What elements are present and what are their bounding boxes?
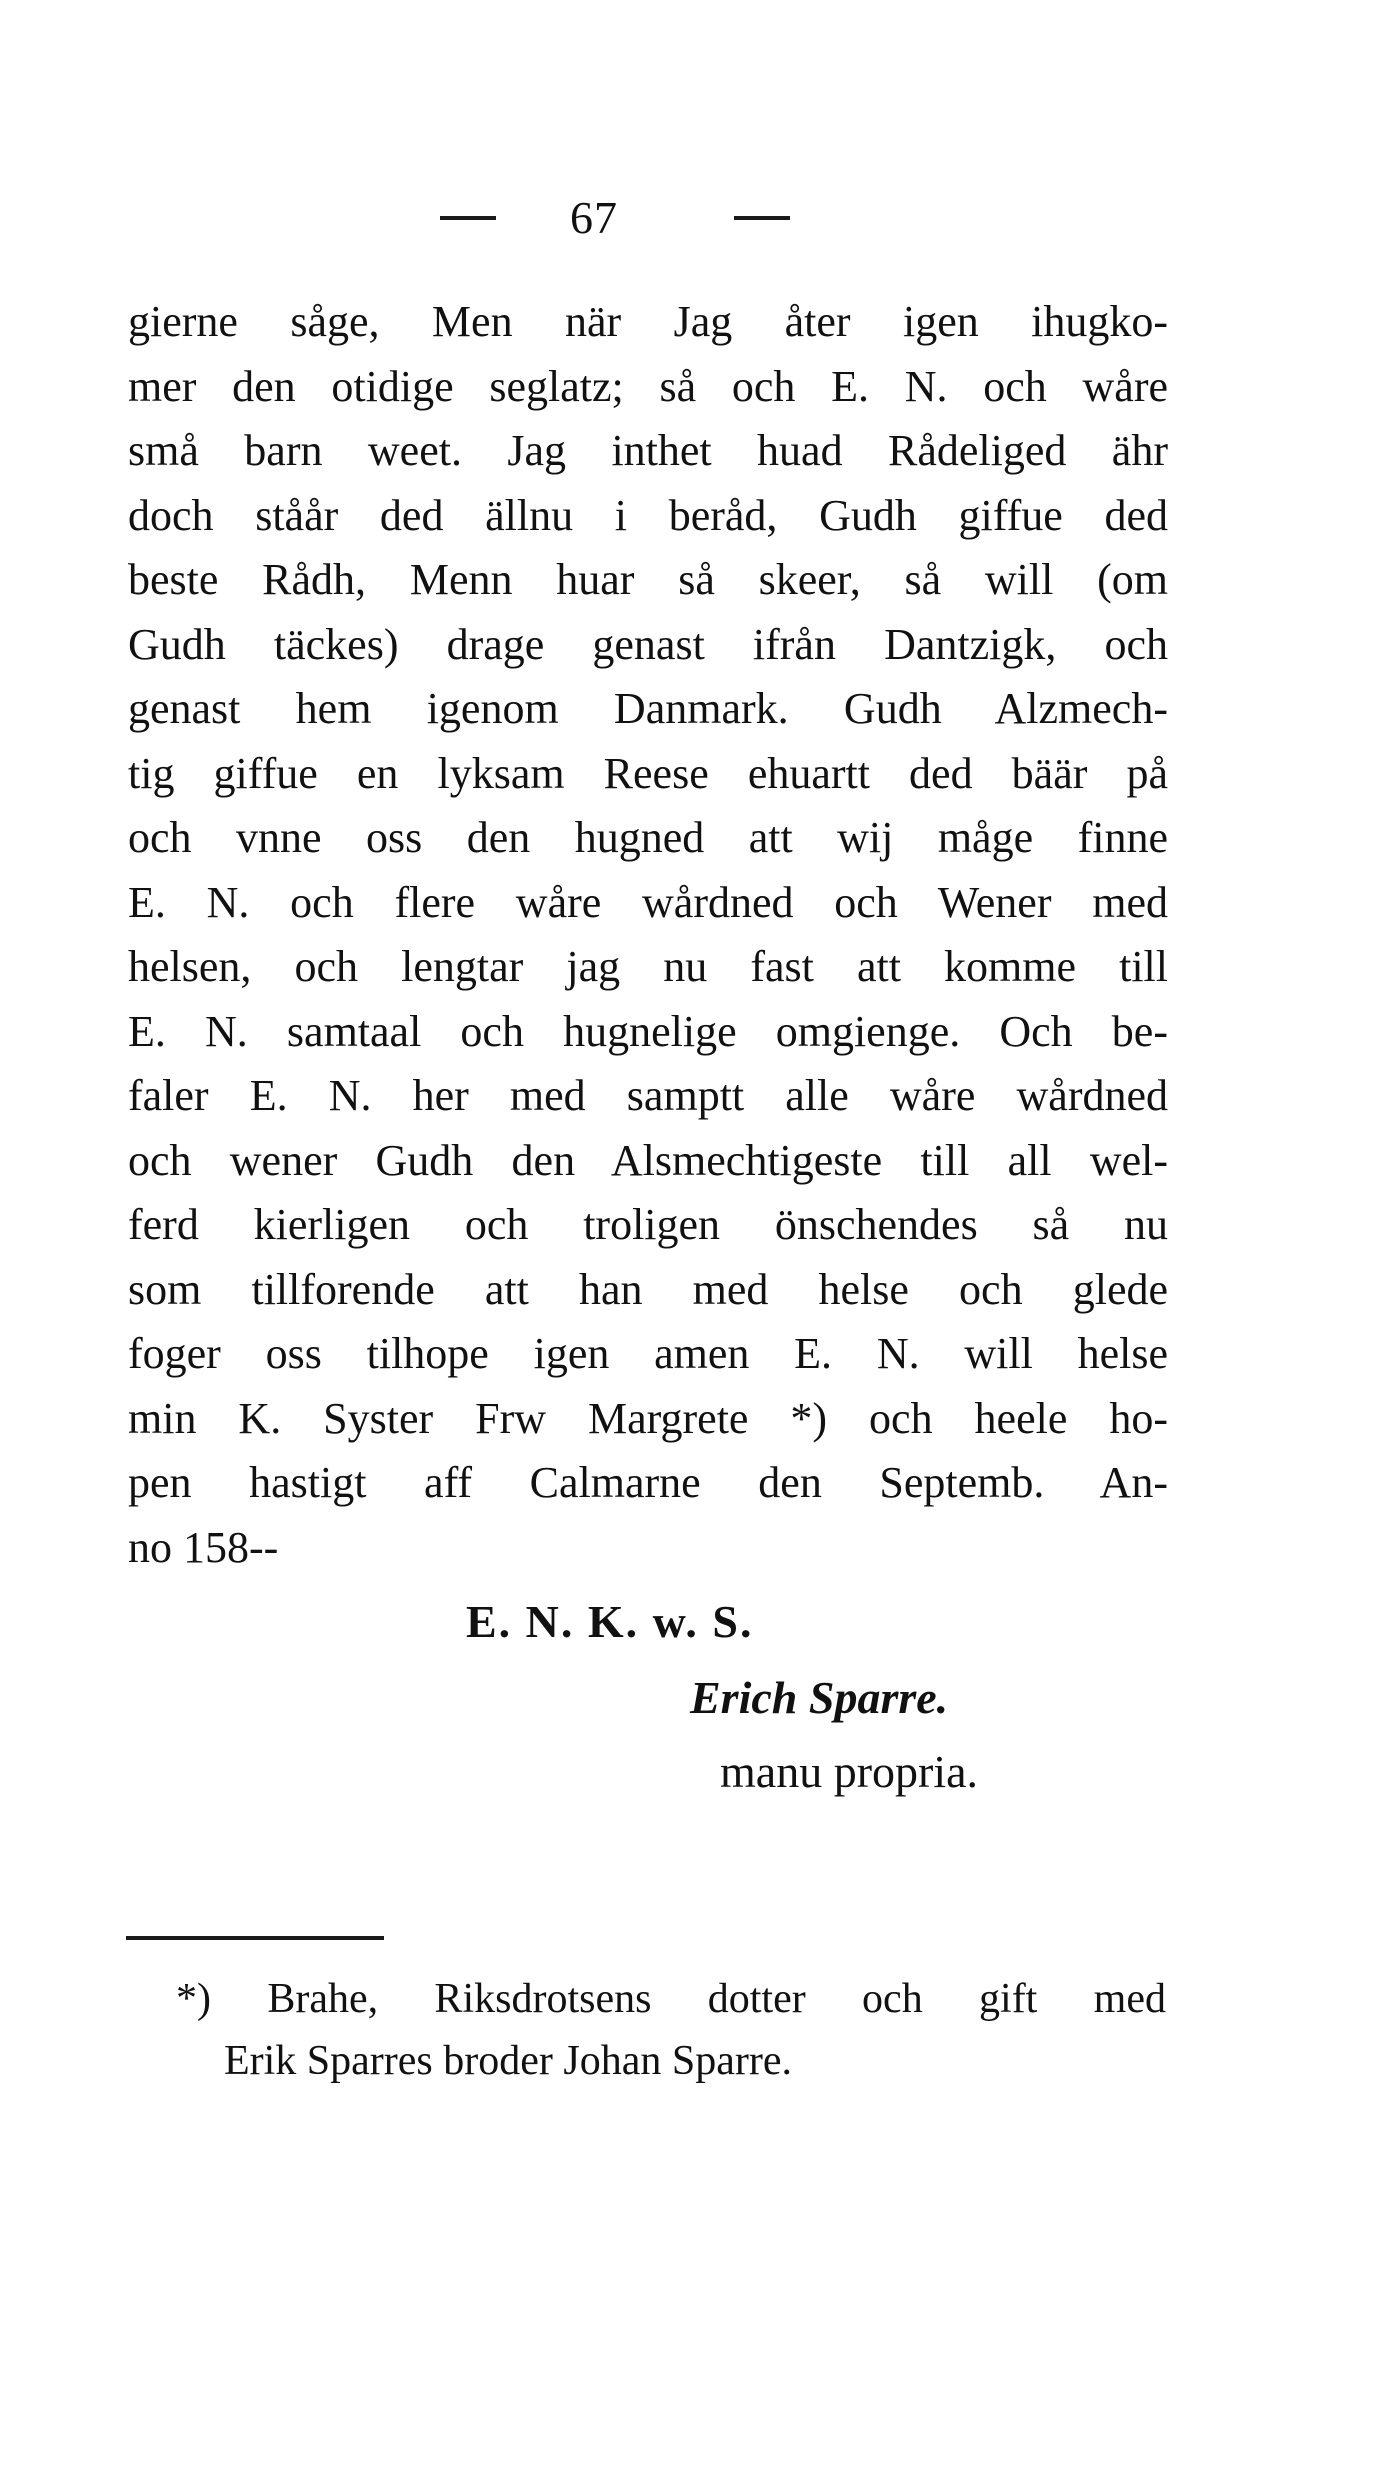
body-line: tig giffue en lyksam Reese ehuartt ded bäär på bbox=[128, 748, 1168, 798]
body-line: min K. Syster Frw Margrete *) och heele ho- bbox=[128, 1393, 1168, 1443]
body-line: doch ståår ded ällnu i beråd, Gudh giffue ded bbox=[128, 490, 1168, 540]
page-number: 67 bbox=[570, 192, 618, 243]
body-line: mer den otidige seglatz; så och E. N. och wåre bbox=[128, 361, 1168, 411]
body-line: faler E. N. her med samptt alle wåre wårdned bbox=[128, 1071, 1168, 1120]
manu-propria: manu propria. bbox=[720, 1746, 979, 1797]
letter-body bbox=[128, 290, 1168, 1580]
body-line: gierne såge, Men när Jag åter igen ihugko- bbox=[128, 297, 1168, 346]
body-line: som tillforende att han med helse och glede bbox=[128, 1264, 1168, 1314]
footnote-line: *) Brahe, Riksdrotsens dotter och gift med bbox=[176, 1976, 1166, 2022]
body-line: ferd kierligen och troligen önschendes så nu bbox=[128, 1200, 1168, 1249]
body-line: små barn weet. Jag inthet huad Rådeliged ähr bbox=[128, 426, 1168, 475]
body-line: beste Rådh, Menn huar så skeer, så will (om bbox=[128, 555, 1168, 604]
page-header bbox=[0, 188, 1400, 248]
body-line: och wener Gudh den Alsmechtigeste till all wel- bbox=[128, 1135, 1168, 1185]
body-line: Gudh täckes) drage genast ifrån Dantzigk, och bbox=[128, 619, 1168, 669]
closing-initials: E. N. K. w. S. bbox=[466, 1596, 754, 1647]
footnote bbox=[176, 1968, 1166, 2092]
body-line: och vnne oss den hugned att wij måge finne bbox=[128, 813, 1168, 862]
body-line: no 158-- bbox=[128, 1522, 279, 1572]
header-dash-right bbox=[734, 216, 790, 220]
signature-name: Erich Sparre. bbox=[690, 1672, 949, 1723]
body-line: helsen, och lengtar jag nu fast att komme till bbox=[128, 942, 1168, 991]
footnote-line: Erik Sparres broder Johan Sparre. bbox=[224, 2038, 792, 2084]
body-line: foger oss tilhope igen amen E. N. will helse bbox=[128, 1329, 1168, 1378]
header-dash-left bbox=[440, 216, 496, 220]
body-line: pen hastigt aff Calmarne den Septemb. An- bbox=[128, 1458, 1168, 1507]
body-line: genast hem igenom Danmark. Gudh Alzmech- bbox=[128, 684, 1168, 733]
footnote-rule bbox=[126, 1936, 384, 1940]
body-line: E. N. samtaal och hugnelige omgienge. Och be- bbox=[128, 1006, 1168, 1056]
body-line: E. N. och flere wåre wårdned och Wener med bbox=[128, 877, 1168, 927]
